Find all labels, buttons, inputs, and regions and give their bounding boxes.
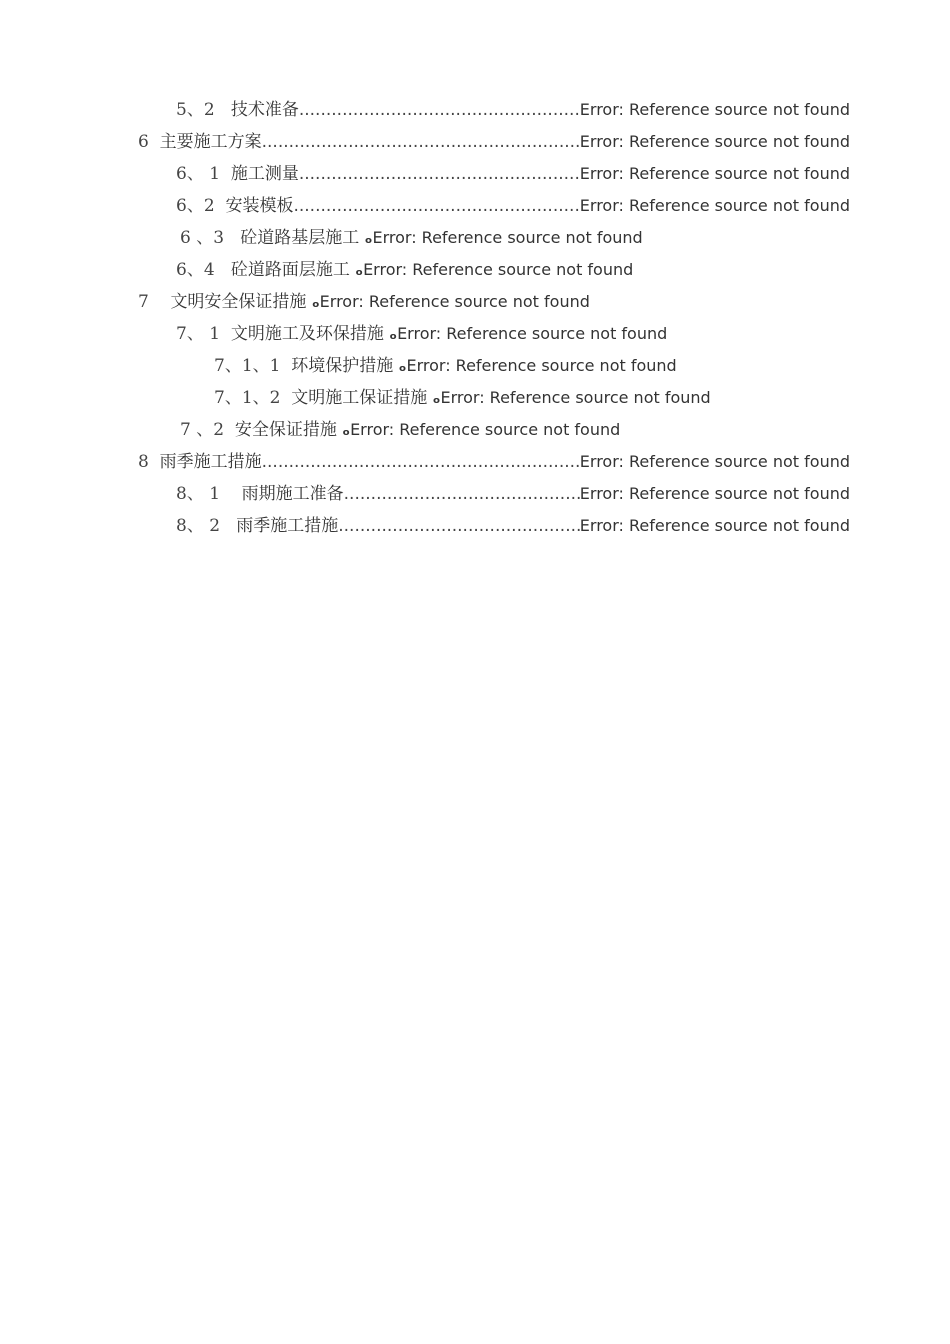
toc-entry-title: 文明施工及环保措施 bbox=[230, 324, 390, 344]
toc-leader-dots bbox=[262, 446, 580, 478]
toc-entry-number: 7 bbox=[138, 292, 171, 312]
toc-entry-6[interactable] bbox=[138, 126, 850, 158]
toc-entry-reference: Error: Reference source not found bbox=[350, 420, 621, 439]
toc-entry-number: 6、4 bbox=[176, 260, 231, 280]
toc-entry-title: 砼道路基层施工 bbox=[240, 228, 365, 248]
toc-entry-number: 8 bbox=[138, 452, 160, 472]
toc-leader-dots bbox=[338, 510, 580, 542]
toc-bullet-mark: ₒ bbox=[364, 228, 373, 247]
toc-bullet-mark: ₒ bbox=[389, 324, 398, 343]
toc-entry-title: 主要施工方案 bbox=[159, 132, 262, 152]
toc-entry-6-3[interactable] bbox=[180, 222, 643, 254]
toc-entry-reference: Error: Reference source not found bbox=[372, 228, 643, 247]
toc-leader-dots bbox=[344, 478, 580, 510]
toc-entry-7-1[interactable] bbox=[176, 318, 667, 350]
toc-entry-title: 安装模板 bbox=[225, 196, 294, 216]
toc-entry-reference: Error: Reference source not found bbox=[579, 196, 850, 215]
toc-entry-reference: Error: Reference source not found bbox=[579, 164, 850, 183]
toc-entry-title: 技术准备 bbox=[230, 100, 299, 120]
toc-entry-title: 施工测量 bbox=[230, 164, 299, 184]
toc-bullet-mark: ₒ bbox=[398, 356, 407, 375]
toc-entry-7[interactable] bbox=[138, 286, 590, 318]
toc-entry-6-4[interactable] bbox=[176, 254, 633, 286]
toc-entry-number: 8、 2 bbox=[176, 516, 237, 536]
toc-bullet-mark: ₒ bbox=[311, 292, 320, 311]
toc-entry-title: 安全保证措施 bbox=[234, 420, 343, 440]
toc-entry-8-1[interactable] bbox=[176, 478, 850, 510]
toc-entry-title: 环境保护措施 bbox=[291, 356, 399, 376]
toc-entry-6-2[interactable] bbox=[176, 190, 850, 222]
toc-entry-reference: Error: Reference source not found bbox=[579, 100, 850, 119]
toc-entry-7-2[interactable] bbox=[180, 414, 620, 446]
toc-entry-title: 文明施工保证措施 bbox=[291, 388, 433, 408]
toc-entry-number: 6 bbox=[138, 132, 160, 152]
toc-entry-number: 5、2 bbox=[176, 100, 231, 120]
toc-entry-8-2[interactable] bbox=[176, 510, 850, 542]
toc-entry-title: 砼道路面层施工 bbox=[230, 260, 356, 280]
toc-bullet-mark: ₒ bbox=[432, 388, 441, 407]
toc-entry-number: 7、1、2 bbox=[214, 388, 292, 408]
toc-entry-title: 文明安全保证措施 bbox=[170, 292, 312, 312]
toc-entry-number: 7、 1 bbox=[176, 324, 231, 344]
toc-entry-number: 7 、2 bbox=[180, 420, 235, 440]
toc-entry-7-1-1[interactable] bbox=[214, 350, 677, 382]
toc-leader-dots bbox=[262, 126, 580, 158]
toc-entry-reference: Error: Reference source not found bbox=[579, 516, 850, 535]
toc-entry-5-2[interactable] bbox=[176, 94, 850, 126]
toc-bullet-mark: ₒ bbox=[355, 260, 364, 279]
toc-entry-title: 雨季施工措施 bbox=[159, 452, 262, 472]
toc-entry-7-1-2[interactable] bbox=[214, 382, 711, 414]
toc-entry-reference: Error: Reference source not found bbox=[406, 356, 677, 375]
toc-entry-reference: Error: Reference source not found bbox=[440, 388, 711, 407]
toc-entry-reference: Error: Reference source not found bbox=[397, 324, 668, 343]
toc-entry-number: 6 、3 bbox=[180, 228, 241, 248]
toc-entry-8[interactable] bbox=[138, 446, 850, 478]
toc-entry-title: 雨期施工准备 bbox=[241, 484, 344, 504]
toc-entry-number: 7、1、1 bbox=[214, 356, 292, 376]
toc-leader-dots bbox=[299, 158, 580, 190]
toc-entry-reference: Error: Reference source not found bbox=[319, 292, 590, 311]
toc-entry-number: 6、 1 bbox=[176, 164, 231, 184]
toc-entry-6-1[interactable] bbox=[176, 158, 850, 190]
toc-leader-dots bbox=[293, 190, 579, 222]
toc-leader-dots bbox=[299, 94, 580, 126]
toc-entry-reference: Error: Reference source not found bbox=[579, 132, 850, 151]
toc-entry-reference: Error: Reference source not found bbox=[579, 452, 850, 471]
toc-entry-number: 8、 1 bbox=[176, 484, 242, 504]
toc-entry-number: 6、2 bbox=[176, 196, 226, 216]
toc-bullet-mark: ₒ bbox=[342, 420, 351, 439]
toc-entry-title: 雨季施工措施 bbox=[236, 516, 339, 536]
toc-entry-reference: Error: Reference source not found bbox=[579, 484, 850, 503]
toc-entry-reference: Error: Reference source not found bbox=[363, 260, 634, 279]
